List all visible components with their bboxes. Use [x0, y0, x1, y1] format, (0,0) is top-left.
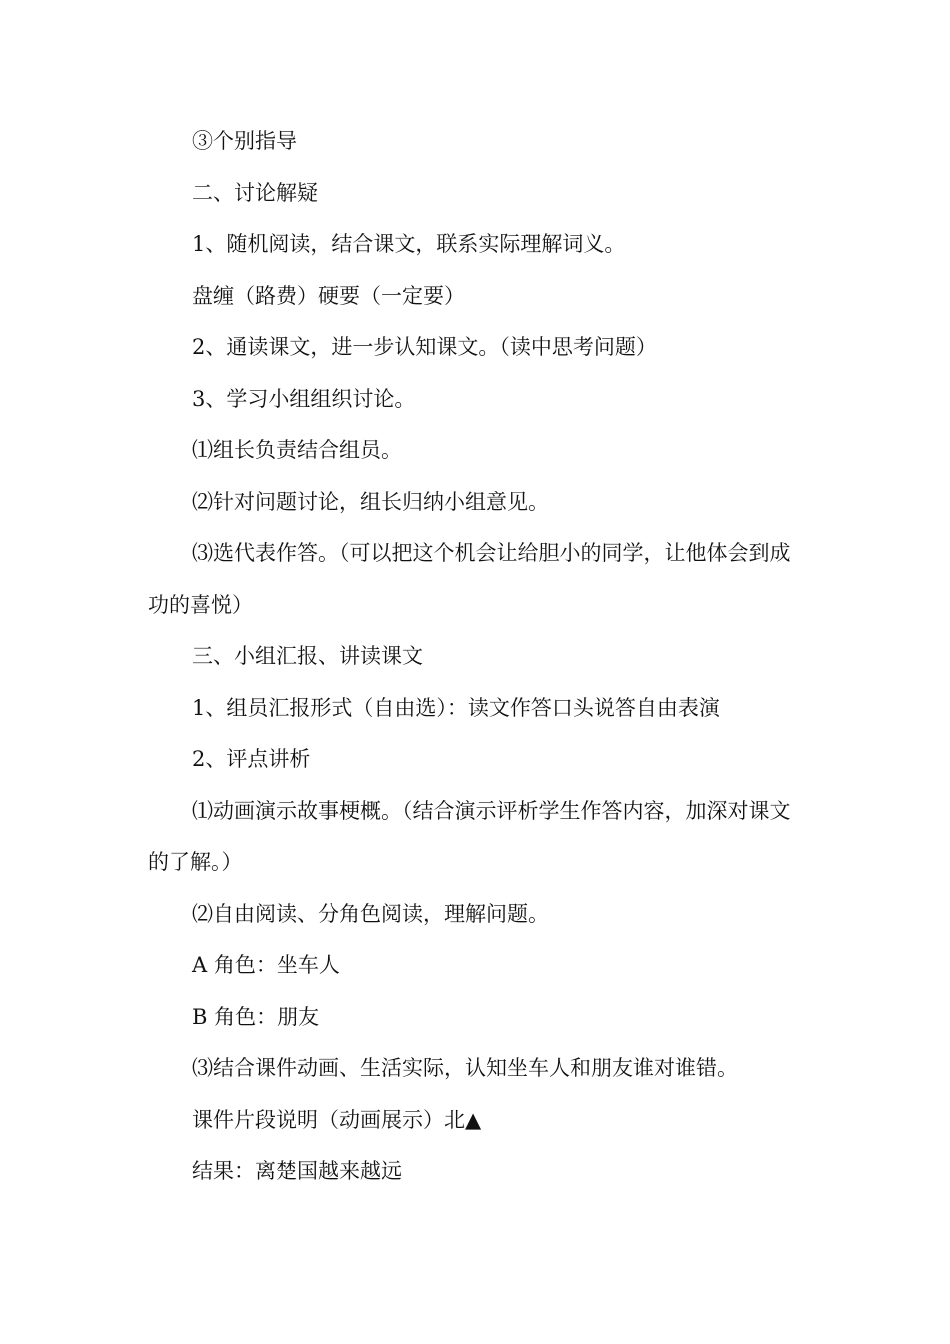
paragraph-representative: ⑶选代表作答。（可以把这个机会让给胆小的同学，让他体会到成功的喜悦） — [148, 541, 791, 617]
heading-group-report: 三、小组汇报、讲读课文 — [192, 644, 423, 668]
paragraph-group-discussion: 3、学习小组组织讨论。 — [192, 386, 416, 411]
paragraph-courseware: ⑶结合课件动画、生活实际，认知坐车人和朋友谁对谁错。 — [192, 1056, 738, 1080]
paragraph-animation: ⑴动画演示故事梗概。（结合演示评析学生作答内容，加深对课文的了解。） — [148, 798, 791, 874]
paragraph-role-a: A 角色：坐车人 — [192, 953, 340, 977]
paragraph-vocabulary: 盘缠（路费）硬要（一定要） — [192, 283, 465, 308]
paragraph-commentary: 2、评点讲析 — [192, 747, 311, 771]
paragraph-read-through: 2、通读课文，进一步认知课文。（读中思考问题） — [192, 335, 657, 359]
paragraph-report-forms: 1、组员汇报形式（自由选）：读文作答口头说答自由表演 — [192, 695, 720, 720]
paragraph-role-b: B 角色：朋友 — [192, 1004, 320, 1029]
heading-discussion: 二、讨论解疑 — [192, 180, 318, 205]
paragraph-result: 结果：离楚国越来越远 — [192, 1159, 402, 1183]
paragraph-guidance: ③个别指导 — [192, 129, 297, 153]
paragraph-clip-description: 课件片段说明（动画展示）北▲ — [192, 1107, 482, 1132]
paragraph-discuss-questions: ⑵针对问题讨论，组长归纳小组意见。 — [192, 489, 549, 514]
paragraph-role-reading: ⑵自由阅读、分角色阅读，理解问题。 — [192, 901, 549, 926]
document-body — [148, 116, 798, 1198]
paragraph-group-leader: ⑴组长负责结合组员。 — [192, 438, 402, 462]
paragraph-reading: 1、随机阅读，结合课文，联系实际理解词义。 — [192, 232, 626, 256]
